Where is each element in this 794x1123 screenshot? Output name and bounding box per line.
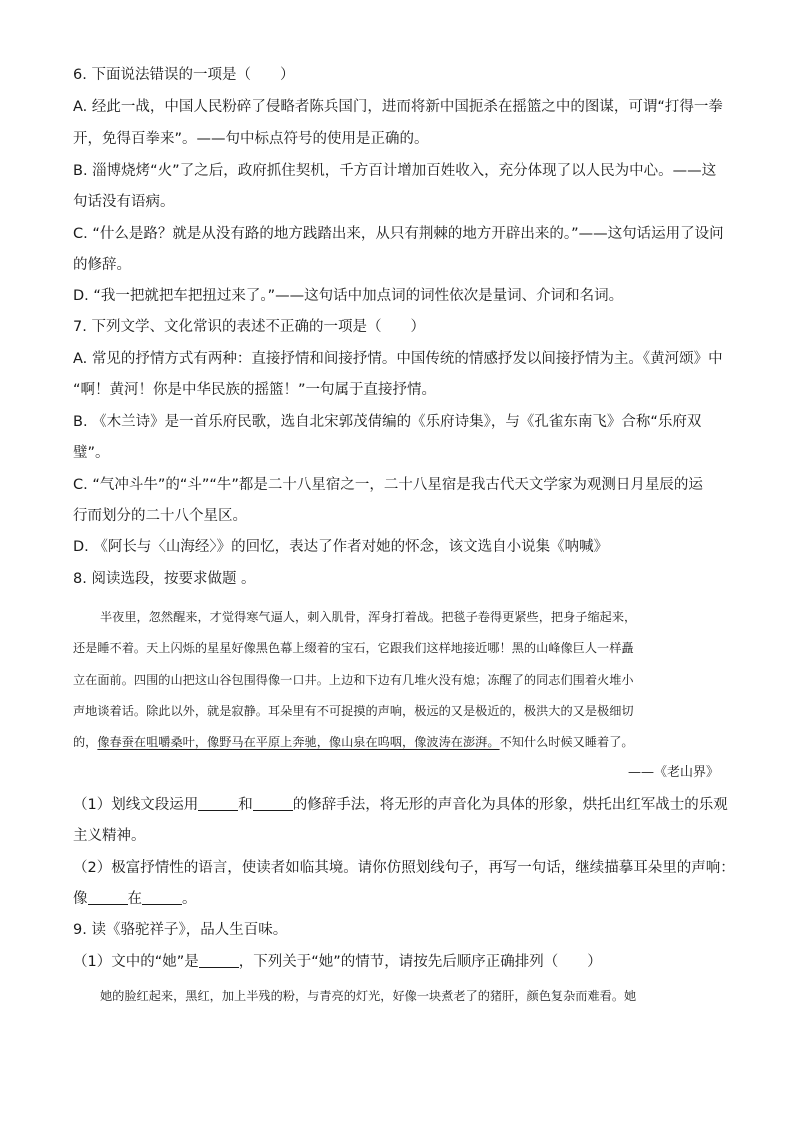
q8-stem: 8. 阅读选段，按要求做题 。 — [73, 571, 256, 587]
q8-sub1: （1）划线文段运用 和 的修辞手法，将无形的声音化为具体的形象，烘托出红军战士的乐观 — [73, 797, 728, 813]
q8-sub1-cont: 主义精神。 — [73, 828, 146, 844]
q8-passage-line: 还是睡不着。天上闪烁的星星好像黑色幕上缀着的宝石，它跟我们这样地接近哪！黑的山峰像巨人一样矗 — [73, 641, 634, 655]
q9-stem: 9. 读《骆驼祥子》，品人生百味。 — [73, 922, 288, 938]
q8-sub2-cont: 像 在 。 — [73, 891, 197, 907]
q6-option-a: A. 经此一战，中国人民粉碎了侵略者陈兵国门，进而将新中国扼杀在摇篮之中的图谋，可谓“打得一拳 — [73, 99, 723, 115]
q7-option-c: C. “气冲斗牛”的“斗”“牛”都是二十八星宿之一，二十八星宿是我古代天文学家为观测日月星辰的运 — [73, 477, 703, 493]
q7-option-a-cont: “啊！黄河！你是中华民族的摇篮！”一句属于直接抒情。 — [73, 382, 437, 398]
q8-passage-line: 半夜里，忽然醒来，才觉得寒气逼人，刺入肌骨，浑身打着战。把毯子卷得更紧些，把身子缩起来， — [100, 610, 637, 624]
q6-stem: 6. 下面说法错误的一项是（ ） — [73, 67, 295, 83]
q8-underlined-sentence: 像春蚕在咀嚼桑叶，像野马在平原上奔驰，像山泉在呜咽，像波涛在澎湃。 — [97, 735, 500, 749]
q6-option-c-cont: 的修辞。 — [73, 257, 131, 273]
q6-option-b-cont: 句话没有语病。 — [73, 194, 175, 210]
q8-passage-line: 声地谈着话。除此以外，就是寂静。耳朵里有不可捉摸的声响，极远的又是极近的，极洪大的又是极细切 — [73, 704, 634, 718]
q9-blank-1[interactable] — [199, 953, 239, 968]
q7-option-d: D. 《阿长与〈山海经〉》的回忆，表达了作者对她的怀念，该文选自小说集《呐喊》 — [73, 539, 609, 555]
q8-passage-pre: 的， — [73, 735, 98, 749]
q8-blank-2[interactable] — [253, 796, 293, 811]
q6-option-b: B. 淄博烧烤“火”了之后，政府抓住契机，千方百计增加百姓收入，充分体现了以人民为中心。——这 — [73, 163, 717, 179]
q9-passage-line: 她的脸红起来，黑红，加上半残的粉，与青亮的灯光，好像一块煮老了的猪肝，颜色复杂而难看。她 — [100, 989, 637, 1003]
q8-blank-3[interactable] — [88, 890, 128, 905]
q8-passage-post: 不知什么时候又睡着了。 — [499, 735, 634, 749]
q7-option-a: A. 常见的抒情方式有两种：直接抒情和间接抒情。中国传统的情感抒发以间接抒情为主。《黄河颂》中 — [73, 351, 723, 367]
q9-sub1: （1）文中的“她”是 ，下列关于“她”的情节，请按先后顺序正确排列（ ） — [73, 954, 602, 970]
q8-passage-line: 立在面前。四围的山把这山谷包围得像一口井。上边和下边有几堆火没有熄；冻醒了的同志们围着火堆小 — [73, 673, 634, 687]
q8-sub2: （2）极富抒情性的语言，使读者如临其境。请你仿照划线句子，再写一句话，继续描摹耳朵里的声响： — [73, 860, 735, 876]
q6-option-a-cont: 开，免得百拳来”。——句中标点符号的使用是正确的。 — [73, 131, 429, 147]
q7-stem: 7. 下列文学、文化常识的表述不正确的一项是（ ） — [73, 319, 425, 335]
q8-passage-line — [73, 732, 634, 752]
q8-blank-1[interactable] — [198, 796, 238, 811]
q6-option-c: C. “什么是路？就是从没有路的地方践踏出来，从只有荆棘的地方开辟出来的。”——这句话运用了设问 — [73, 226, 724, 242]
q7-option-b-cont: 璧”。 — [73, 445, 110, 461]
q7-option-b: B. 《木兰诗》是一首乐府民歌，选自北宋郭茂倩编的《乐府诗集》，与《孔雀东南飞》合称“乐府双 — [73, 414, 702, 430]
q7-option-c-cont: 行而划分的二十八个星区。 — [73, 508, 247, 524]
q6-option-d: D. “我一把就把车把扭过来了。”——这句话中加点词的词性依次是量词、介词和名词。 — [73, 288, 624, 304]
q8-blank-4[interactable] — [142, 890, 182, 905]
q8-source: ——《老山界》 — [627, 765, 719, 780]
